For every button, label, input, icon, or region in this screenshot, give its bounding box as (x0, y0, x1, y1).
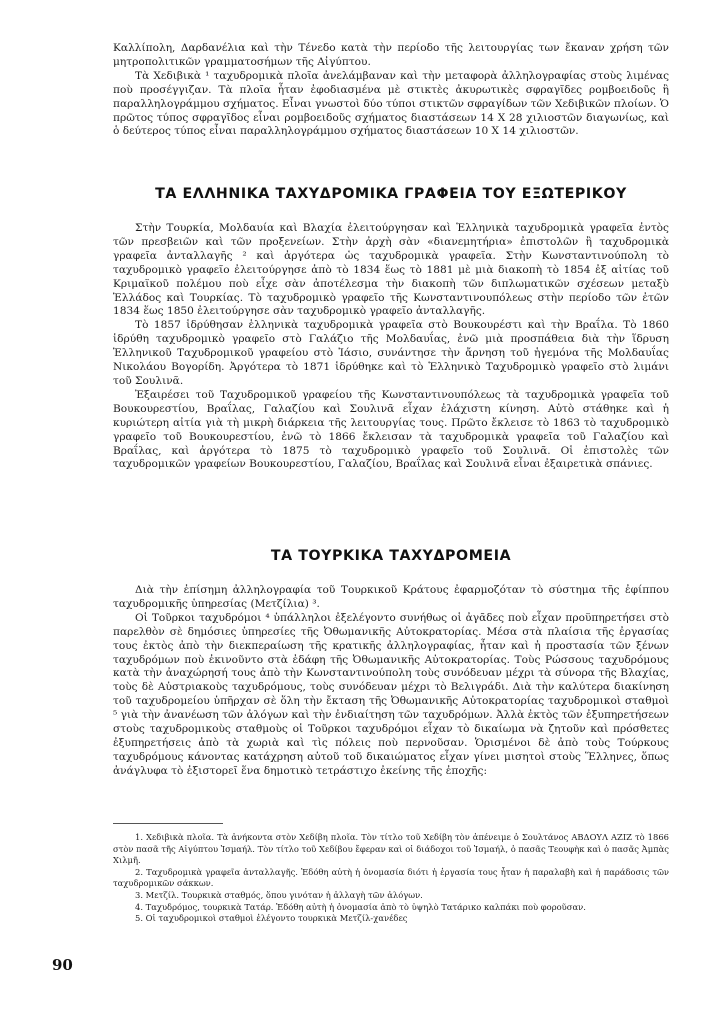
footnote-4: 4. Ταχυδρόμος, τουρκικὰ Τατάρ. Ἐδόθη αὐτὴ ἡ ὀνομασία ἀπὸ τὸ ὑψηλὸ Τατάρικο καλπάκι ποὺ φοροῦσαν. (135, 901, 586, 912)
section1-paragraph-2: Τὸ 1857 ἱδρύθησαν ἑλληνικὰ ταχυδρομικὰ γραφεῖα στὸ Βουκουρέστι καὶ τὴν Βραΐλα. Τὸ 1860 ἱδρύθη ταχυδρομικὸ γραφεῖο στὸ Γαλάζιο τῆς Μολδαυΐας, ἐνῶ μιὰ προσπάθεια διὰ τὴν ἵδρυση Ἑλληνικοῦ Ταχυδρομικοῦ γραφείου στὸ Ἰάσιο, συνάντησε τὴν ἄρνηση τοῦ ἡγεμόνα τῆς Μολδαυΐας Νικολάου Βογορίδη. Ἀργότερα τὸ 1871 ἱδρύθηκε καὶ τὸ Ἑλληνικὸ Ταχυδρομικὸ γραφεῖο στὸ λιμάνι τοῦ Σουλινᾶ. (113, 319, 669, 387)
footnote-1: 1. Χεδιβικὰ πλοῖα. Τὰ ἀνήκοντα στὸν Χεδίβη πλοῖα. Τὸν τίτλο τοῦ Χεδίβη τὸν ἀπένειμε ὁ Σουλτάνος ΑΒΔΟΥΛ ΑΖΙΖ τὸ 1866 στὸν πασᾶ τῆς Αἰγύπτου Ἰσμαήλ. Τὸν τίτλο τοῦ Χεδίβου ἔφεραν καὶ οἱ διάδοχοι τοῦ Ἰσμαήλ, ὁ πασᾶς Τεουφὴκ καὶ ὁ πασᾶς Ἀμπὰς Χιλμῆ. (113, 832, 669, 866)
footnote-3: 3. Μετζίλ. Τουρκικὰ σταθμός, ὅπου γινόταν ἡ ἀλλαγὴ τῶν ἀλόγων. (135, 889, 423, 900)
section2-paragraph-2: Οἱ Τοῦρκοι ταχυδρόμοι ⁴ ὑπάλληλοι ἐξελέγοντο συνήθως οἱ ἀγᾶδες ποὺ εἶχαν προϋπηρετήσει στὸ παρελθὸν σὲ δημόσιες ὑπηρεσίες τῆς Ὀθωμανικῆς Αὐτοκρατορίας. Μέσα στὰ πλαίσια τῆς ἐργασίας τους ἐκτὸς ἀπὸ τὴν διεκπεραίωση τῆς κρατικῆς ἀλληλογραφίας, ἦταν καὶ ἡ προστασία τῶν ξένων ταχυδρόμων ποὺ ἐκινοῦντο στὰ ἐδάφη τῆς Ὀθωμανικῆς Αὐτοκρατορίας. Τοὺς Ρώσσους ταχυδρόμους κατὰ τὴν ἀναχώρησή τους ἀπὸ τὴν Κωνσταντινούπολη τοὺς συνόδευαν μέχρι τὰ σύνορα τῆς Βλαχίας, τοὺς δὲ Αὐστριακοὺς ταχυδρόμους, τοὺς συνόδευαν μέχρι τὸ Βελιγράδι. Διὰ τὴν καλύτερα διακίνηση τοῦ ταχυδρομείου ὑπῆρχαν σὲ ὅλη τὴν ἔκταση τῆς Ὀθωμανικῆς Αὐτοκρατορίας ταχυδρομικοὶ σταθμοὶ ⁵ γιὰ τὴν ἀνανέωση τῶν ἀλόγων καὶ τὴν ἐνδιαίτηση τῶν ταχυδρόμων. Ἀλλὰ ἐκτὸς τῶν ἐξυπηρετήσεων στοὺς ταχυδρομικοὺς σταθμοὺς οἱ Τοῦρκοι ταχυδρόμοι εἶχαν τὸ δικαίωμα νὰ ζητοῦν καὶ πρόσθετες ἐξυπηρετήσεις ἀπὸ τὰ χωριὰ καὶ τὶς πόλεις ποὺ περνοῦσαν. Ὁρισμένοι δὲ ἀπὸ τοὺς Τούρκους ταχυδρόμους κάνοντας κατάχρηση αὐτοῦ τοῦ δικαιώματος εἶχαν γίνει μισητοὶ στοὺς Ἕλληνες, ὅπως ἀνάγλυφα τὸ ἐξιστορεῖ ἕνα δημοτικὸ τετράστιχο ἐκείνης τῆς ἐποχῆς: (113, 611, 669, 777)
section1-paragraph-3: Ἐξαιρέσει τοῦ Ταχυδρομικοῦ γραφείου τῆς Κωνσταντινουπόλεως τὰ ταχυδρομικὰ γραφεῖα τοῦ Βουκουρεστίου, Βραΐλας, Γαλαζίου καὶ Σουλινᾶ εἶχαν ἐλάχιστη κίνηση. Αὐτὸ στάθηκε καὶ ἡ κυριώτερη αἰτία γιὰ τὴ μικρὴ διάρκεια τῆς λειτουργίας τους. Πρῶτο ἔκλεισε τὸ 1863 τὸ ταχυδρομικὸ γραφεῖο τοῦ Βουκουρεστίου, ἐνῶ τὸ 1866 ἔκλεισαν τὰ ταχυδρομικὰ γραφεῖα τοῦ Γαλαζίου καὶ Βραΐλας, καὶ ἀργότερα τὸ 1875 τὸ ταχυδρομικὸ γραφεῖο τοῦ Σουλινᾶ. Οἱ ἐπιστολὲς τῶν ταχυδρομικῶν γραφείων Βουκουρεστίου, Γαλαζίου, Βραΐλας καὶ Σουλινᾶ εἶναι ἐξαιρετικὰ σπάνιες. (113, 388, 669, 471)
section2-paragraph-1: Διὰ τὴν ἐπίσημη ἀλληλογραφία τοῦ Τουρκικοῦ Κράτους ἐφαρμοζόταν τὸ σύστημα τῆς ἐφίππου ταχυδρομικῆς ὑπηρεσίας (Μετζίλια) ³. (113, 584, 669, 610)
section-turkish-post-body (113, 584, 669, 779)
intro-text (113, 42, 669, 139)
intro-paragraph-1: Καλλίπολη, Δαρδανέλια καὶ τὴν Τένεδο κατὰ τὴν περίοδο τῆς λειτουργίας των ἔκαναν χρήση τῶν μητροπολιτικῶν γραμματοσήμων τῆς Αἰγύπτου. (113, 42, 669, 68)
section-heading-greek-post-offices: ΤΑ ΕΛΛΗΝΙΚΑ ΤΑΧΥΔΡΟΜΙΚΑ ΓΡΑΦΕΙΑ ΤΟΥ ΕΞΩΤΕΡΙΚΟΥ (155, 186, 627, 202)
section1-paragraph-1: Στὴν Τουρκία, Μολδαυία καὶ Βλαχία ἐλειτούργησαν καὶ Ἑλληνικὰ ταχυδρομικὰ γραφεῖα ἐντὸς τῶν πρεσβειῶν καὶ τῶν προξενείων. Στὴν ἀρχὴ σὰν «διανεμητήρια» ἐπιστολῶν ἢ ταχυδρομικὰ γραφεῖα ἀνταλλαγῆς ² καὶ ἀργότερα ὡς ταχυδρομικὰ γραφεῖα. Στὴν Κωνσταντινούπολη τὸ ταχυδρομικὸ γραφεῖο ἐλειτούργησε ἀπὸ τὸ 1834 ἕως τὸ 1881 μὲ μιὰ διακοπὴ τὸ 1854 ἐξ αἰτίας τοῦ Κριμαϊκοῦ πολέμου ποὺ εἶχε σὰν ἀποτέλεσμα τὴν διακοπὴ τῶν διπλωματικῶν σχέσεων μεταξὺ Ἑλλάδος καὶ Τουρκίας. Τὸ ταχυδρομικὸ γραφεῖο τῆς Κωνσταντινουπόλεως στὴν περίοδο τῶν ἐτῶν 1834 ἕως 1850 ἐλειτούργησε σὰν ταχυδρομικὸ γραφεῖο ἀνταλλαγῆς. (113, 222, 669, 318)
footnote-5: 5. Οἱ ταχυδρομικοὶ σταθμοὶ ἐλέγοντο τουρκικὰ Μετζίλ-χανέδες (135, 913, 408, 924)
section-heading-turkish-post: ΤΑ ΤΟΥΡΚΙΚΑ ΤΑΧΥΔΡΟΜΕΙΑ (270, 548, 512, 564)
footnote-2: 2. Ταχυδρομικὰ γραφεῖα ἀνταλλαγῆς. Ἐδόθη αὐτὴ ἡ ὀνομασία διότι ἡ ἐργασία τους ἦταν ἡ παραλαβὴ καὶ ἡ παράδοσις τῶν ταχυδρομικῶν σάκκων. (113, 866, 669, 889)
footnotes (113, 832, 669, 925)
footnote-separator (113, 823, 223, 824)
section-greek-post-offices-body (113, 222, 669, 472)
intro-paragraph-2: Τὰ Χεδιβικὰ ¹ ταχυδρομικὰ πλοῖα ἀνελάμβαναν καὶ τὴν μεταφορὰ ἀλληλογραφίας στοὺς λιμένας ποὺ προσέγγιζαν. Τὰ πλοῖα ἦταν ἐφοδιασμένα μὲ στικτὲς ἀκυρωτικὲς σφραγῖδες ρομβοειδοῦς ἢ παραλληλογράμμου σχήματος. Εἶναι γνωστοὶ δύο τύποι στικτῶν σφραγίδων τῶν Χεδιβικῶν πλοίων. Ὁ πρῶτος τύπος σφραγῖδος εἶναι ρομβοειδοῦς σχήματος διαστάσεων 14 Χ 28 χιλιοστῶν διαγωνίως, καὶ ὁ δεύτερος τύπος εἶναι παραλληλογράμμου σχήματος διαστάσεων 10 Χ 14 χιλιοστῶν. (113, 69, 669, 138)
page-number: 90 (52, 956, 73, 974)
